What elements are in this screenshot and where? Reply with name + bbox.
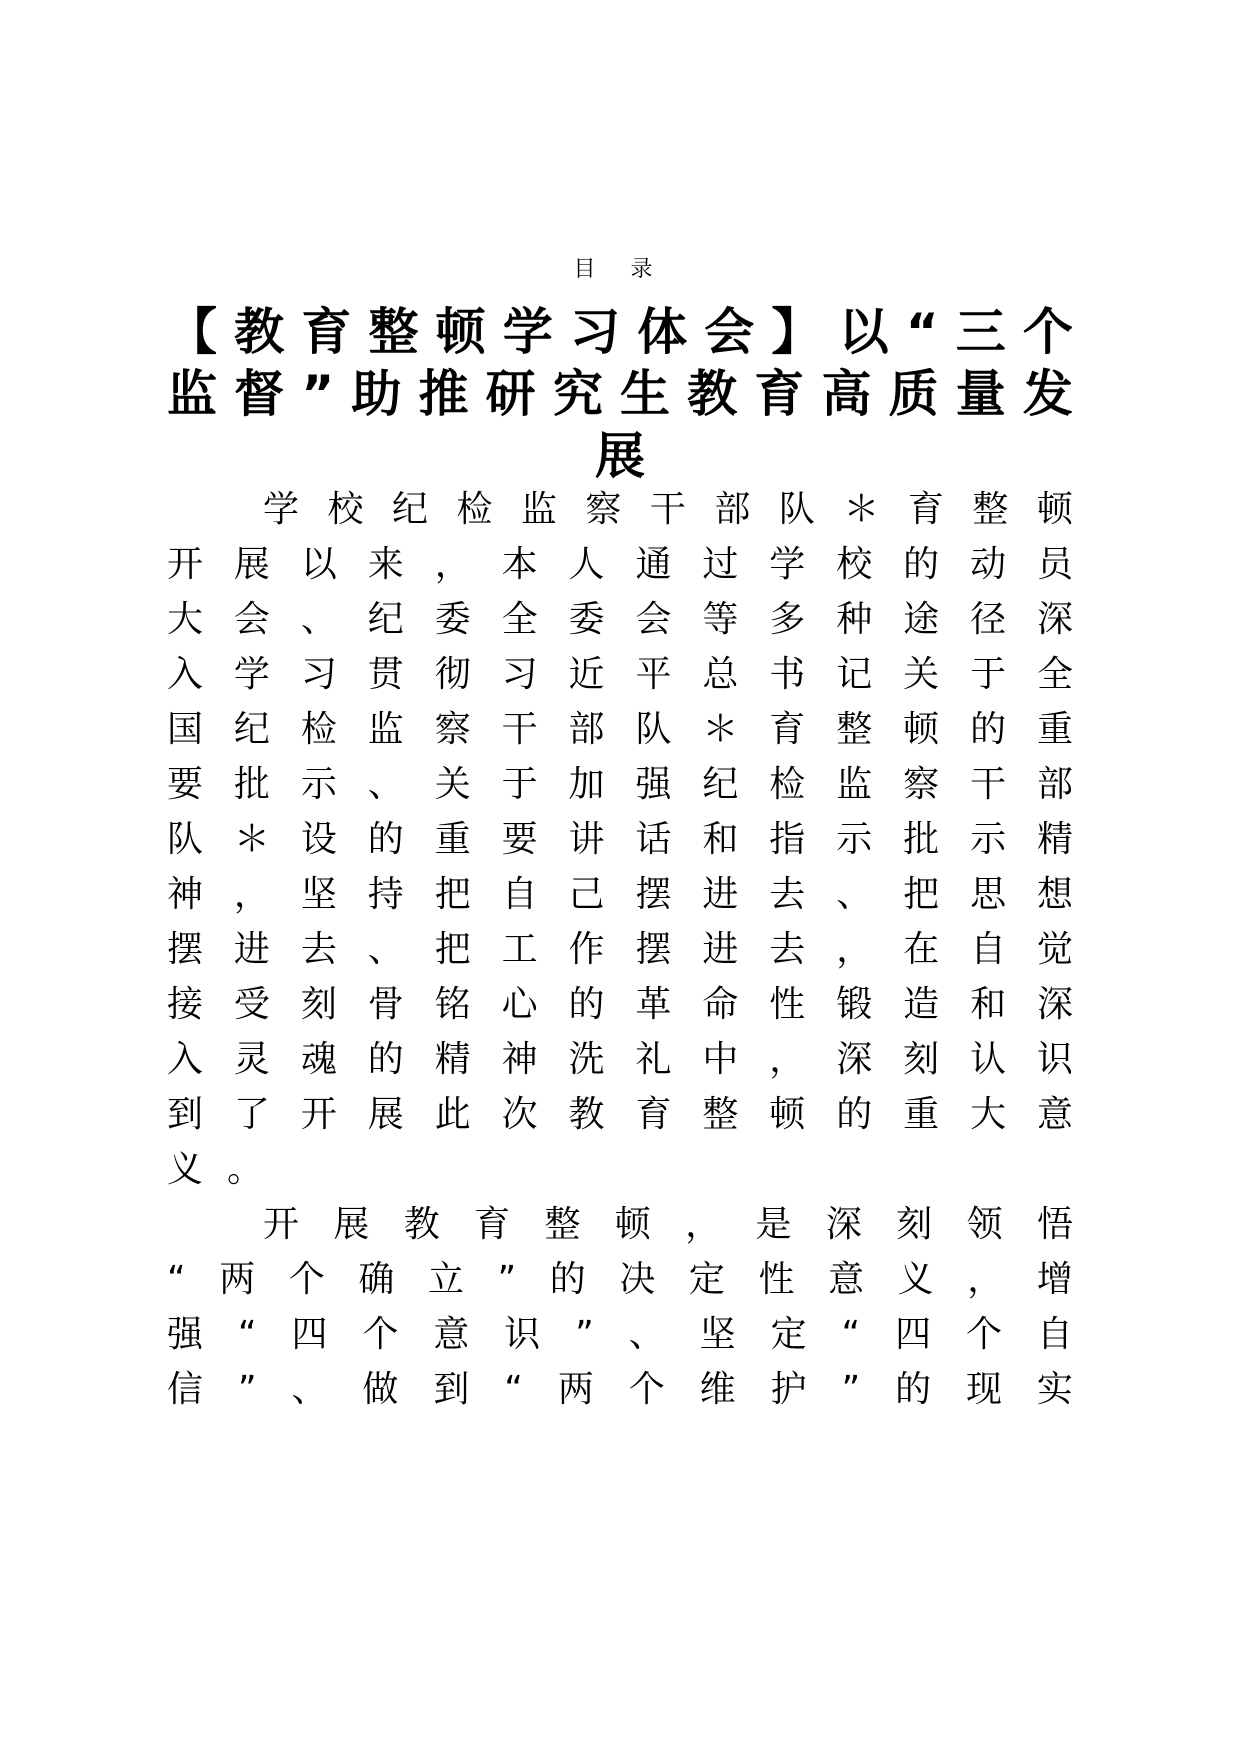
paragraph-1-line-6: 要 批 示 、 关 于 加 强 纪 检 监 察 干 部 [167,764,1073,805]
paragraph-1-line-10: 接 受 刻 骨 铭 心 的 革 命 性 锻 造 和 深 [167,984,1073,1025]
title-line-2: 监 督 ” 助 推 研 究 生 教 育 高 质 量 发 [167,365,1073,423]
paragraph-2-line-4: 信 ” 、 做 到 “ 两 个 维 护 ” 的 现 实 [167,1369,1073,1410]
paragraph-2-line-1: 开 展 教 育 整 顿 ， 是 深 刻 领 悟 [263,1204,1073,1245]
toc-label: 目 录 [573,257,667,282]
paragraph-1-line-13: 义 。 [167,1149,264,1190]
paragraph-1-line-4: 入 学 习 贯 彻 习 近 平 总 书 记 关 于 全 [167,654,1073,695]
paragraph-1-line-3: 大 会 、 纪 委 全 委 会 等 多 种 途 径 深 [167,599,1073,640]
title-line-3: 展 [595,427,645,485]
paragraph-1-line-11: 入 灵 魂 的 精 神 洗 礼 中 ， 深 刻 认 识 [167,1039,1073,1080]
paragraph-1-line-9: 摆 进 去 、 把 工 作 摆 进 去 ， 在 自 觉 [167,929,1073,970]
paragraph-1-line-12: 到 了 开 展 此 次 教 育 整 顿 的 重 大 意 [167,1094,1073,1135]
paragraph-1-line-1: 学 校 纪 检 监 察 干 部 队 ＊ 育 整 顿 [263,489,1073,530]
paragraph-1-line-7: 队 ＊ 设 的 重 要 讲 话 和 指 示 批 示 精 [167,819,1073,860]
title-line-1: 【 教 育 整 顿 学 习 体 会 】 以 “ 三 个 [167,303,1073,361]
paragraph-2-line-3: 强 “ 四 个 意 识 ” 、 坚 定 “ 四 个 自 [167,1314,1073,1355]
paragraph-1-line-8: 神 ， 坚 持 把 自 己 摆 进 去 、 把 思 想 [167,874,1073,915]
paragraph-2-line-2: “ 两 个 确 立 ” 的 决 定 性 意 义 ， 增 [167,1259,1073,1300]
paragraph-1-line-5: 国 纪 检 监 察 干 部 队 ＊ 育 整 顿 的 重 [167,709,1073,750]
paragraph-1-line-2: 开 展 以 来 ， 本 人 通 过 学 校 的 动 员 [167,544,1073,585]
